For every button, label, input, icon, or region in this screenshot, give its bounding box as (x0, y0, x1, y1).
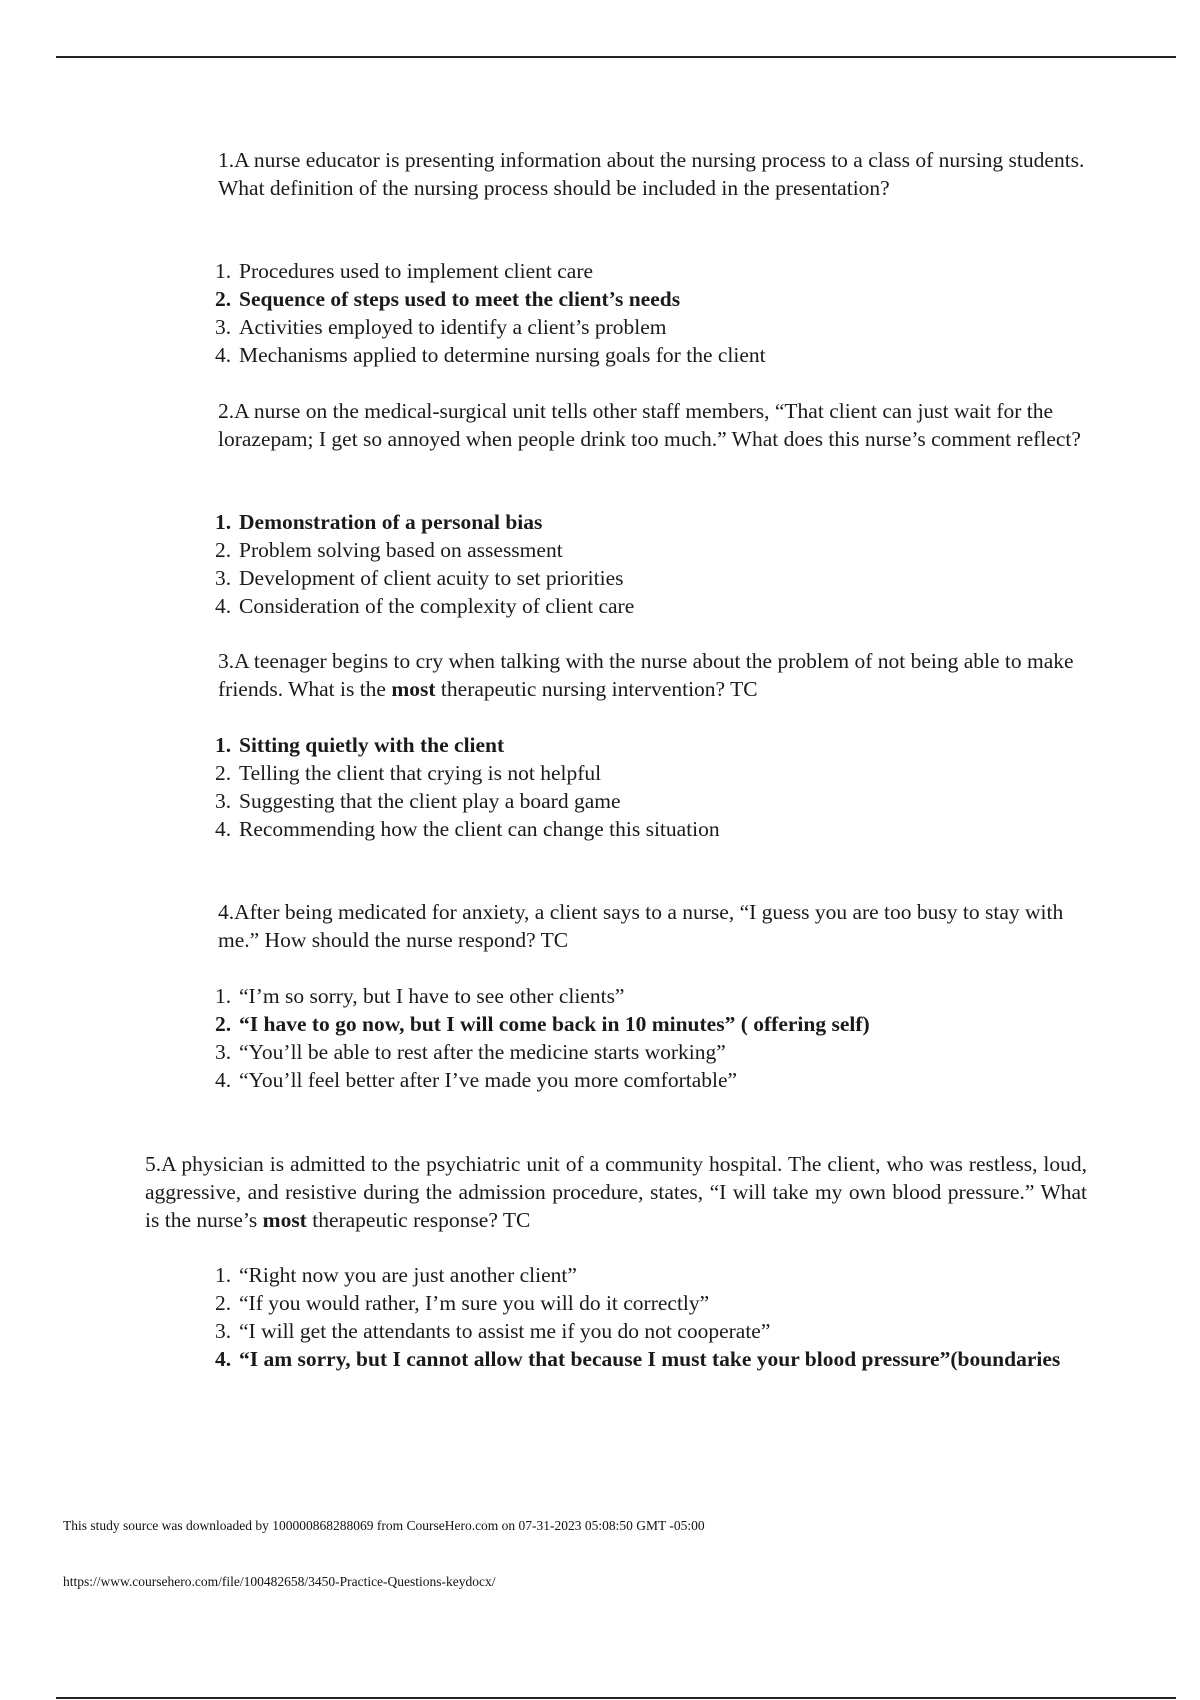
option-number: 2. (215, 1291, 232, 1315)
option-text: Procedures used to implement client care (239, 259, 594, 283)
option-text: Activities employed to identify a client’s problem (239, 315, 667, 339)
question-4-option-3 (215, 1038, 1090, 1066)
option-text: Sitting quietly with the client (239, 733, 505, 757)
question-1-stem: 1.A nurse educator is presenting information about the nursing process to a class of nursing students. What definition of the nursing process should be included in the presentation? (218, 148, 1085, 200)
question-5-options (215, 1261, 1090, 1373)
question-5-option-4-correct (215, 1345, 1090, 1373)
option-number: 2. (215, 538, 232, 562)
option-text: Recommending how the client can change this situation (239, 817, 720, 841)
option-number: 3. (215, 789, 232, 813)
question-2-options (215, 508, 1090, 620)
question-4-options (215, 982, 1090, 1094)
option-number: 1. (215, 1263, 232, 1287)
option-text: “I’m so sorry, but I have to see other clients” (239, 984, 625, 1008)
stem-text: therapeutic nursing intervention? TC (435, 677, 758, 701)
stem-text: 5.A physician is admitted to the psychiatric unit of a community hospital. The client, who was restless, loud, aggressive, and resistive during the admission procedure, states, “I will take my own blood pressure.” What is the nurse’s (145, 1152, 1087, 1232)
question-3-options (215, 731, 1090, 843)
option-text: “I have to go now, but I will come back in 10 minutes” ( offering self) (239, 1012, 870, 1036)
option-text: “You’ll feel better after I’ve made you more comfortable” (239, 1068, 738, 1092)
question-3-stem (218, 647, 1088, 703)
stem-text: 3.A teenager begins to cry when talking with the nurse about the problem of not being able to make friends. What is the (218, 649, 1074, 701)
bottom-rule (56, 1697, 1176, 1699)
option-number: 4. (215, 343, 232, 367)
question-1-options (215, 257, 1090, 369)
question-3-option-3 (215, 787, 1090, 815)
question-3-option-1-correct (215, 731, 1090, 759)
question-4-option-2-correct (215, 1010, 1090, 1038)
option-number: 3. (215, 1319, 232, 1343)
option-number: 2. (215, 1012, 232, 1036)
source-url[interactable]: https://www.coursehero.com/file/100482658/3450-Practice-Questions-keydocx/ (63, 1574, 496, 1589)
option-number: 2. (215, 761, 232, 785)
option-text: Mechanisms applied to determine nursing goals for the client (239, 343, 766, 367)
question-1-option-4 (215, 341, 1090, 369)
option-text: Demonstration of a personal bias (239, 510, 543, 534)
stem-text: therapeutic response? TC (306, 1208, 531, 1232)
question-5-option-3 (215, 1317, 1090, 1345)
question-2-stem: 2.A nurse on the medical-surgical unit tells other staff members, “That client can just wait for the lorazepam; I get so annoyed when people drink too much.” What does this nurse’s comment reflect? (218, 399, 1081, 451)
question-3-option-4 (215, 815, 1090, 843)
option-text: Problem solving based on assessment (239, 538, 563, 562)
option-number: 3. (215, 566, 232, 590)
option-text: “You’ll be able to rest after the medicine starts working” (239, 1040, 726, 1064)
stem-emphasis: most (391, 677, 436, 701)
option-text: Consideration of the complexity of client care (239, 594, 635, 618)
option-number: 4. (215, 817, 232, 841)
question-1-option-3 (215, 313, 1090, 341)
option-text: “I will get the attendants to assist me if you do not cooperate” (239, 1319, 771, 1343)
option-number: 4. (215, 1068, 232, 1092)
option-number: 1. (215, 259, 232, 283)
question-2-option-2 (215, 536, 1090, 564)
question-4-option-4 (215, 1066, 1090, 1094)
question-5-option-2 (215, 1289, 1090, 1317)
option-text: “I am sorry, but I cannot allow that because I must take your blood pressure”(boundaries (239, 1347, 1061, 1371)
option-number: 4. (215, 594, 232, 618)
question-3-option-2 (215, 759, 1090, 787)
option-text: Development of client acuity to set priorities (239, 566, 624, 590)
option-number: 1. (215, 984, 232, 1008)
option-text: “If you would rather, I’m sure you will do it correctly” (239, 1291, 710, 1315)
option-number: 3. (215, 1040, 232, 1064)
option-text: “Right now you are just another client” (239, 1263, 577, 1287)
top-rule (56, 56, 1176, 58)
option-text: Suggesting that the client play a board game (239, 789, 621, 813)
question-4-option-1 (215, 982, 1090, 1010)
option-number: 2. (215, 287, 232, 311)
question-5-stem (145, 1150, 1087, 1234)
question-2-option-4 (215, 592, 1090, 620)
stem-emphasis: most (262, 1208, 307, 1232)
option-number: 3. (215, 315, 232, 339)
option-number: 1. (215, 733, 232, 757)
option-text: Sequence of steps used to meet the client’s needs (239, 287, 681, 311)
question-1-option-1 (215, 257, 1090, 285)
option-number: 4. (215, 1347, 232, 1371)
question-2-option-3 (215, 564, 1090, 592)
question-1-option-2-correct (215, 285, 1090, 313)
download-source-note: This study source was downloaded by 100000868288069 from CourseHero.com on 07-31-2023 05:08:50 GMT -05:00 (63, 1518, 705, 1533)
question-5-option-1 (215, 1261, 1090, 1289)
question-2-option-1-correct (215, 508, 1090, 536)
question-4-stem: 4.After being medicated for anxiety, a client says to a nurse, “I guess you are too busy to stay with me.” How should the nurse respond? TC (218, 900, 1064, 952)
option-number: 1. (215, 510, 232, 534)
option-text: Telling the client that crying is not helpful (239, 761, 602, 785)
